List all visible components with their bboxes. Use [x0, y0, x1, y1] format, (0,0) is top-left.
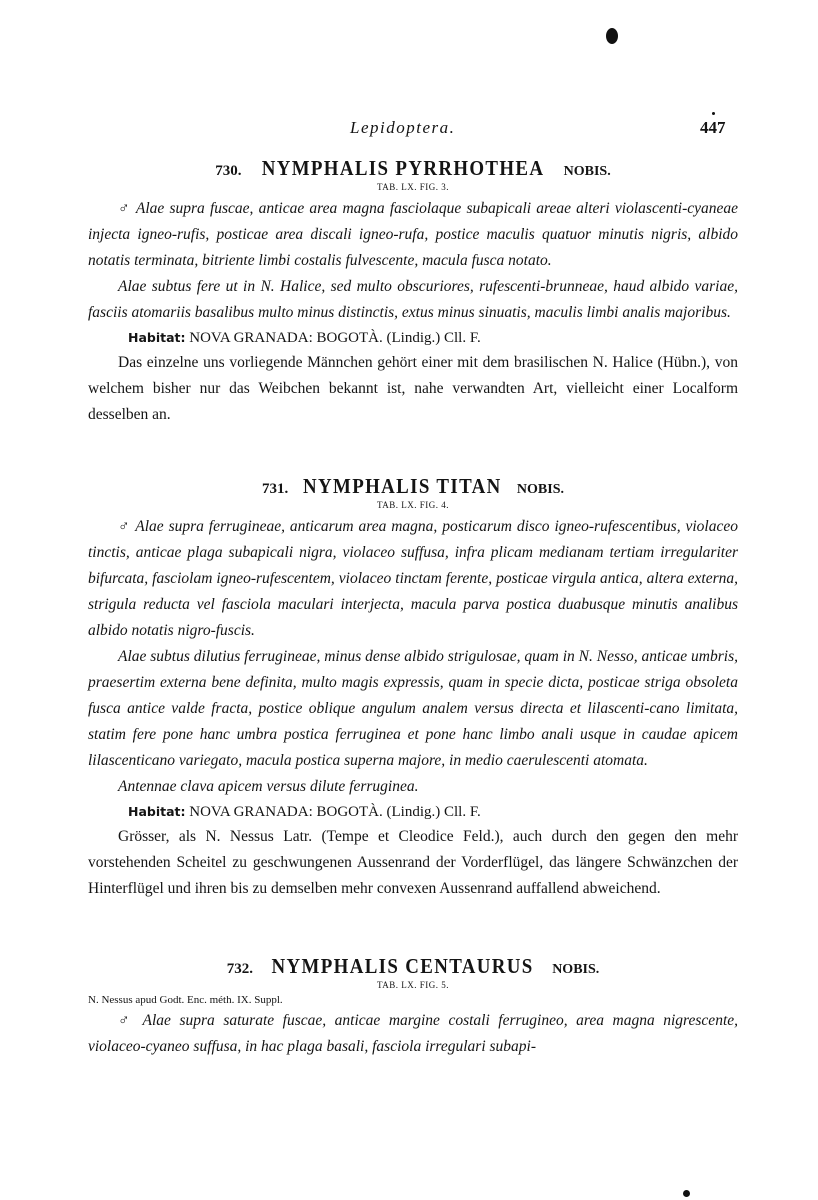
- german-remarks: Das einzelne uns vorliegende Männchen gehört einer mit dem brasilischen N. Halice (Hübn.), von welchem bisher nur das Weibchen bekannt ist, nahe verwandten Art, vielleicht einer Localform desselben an.: [88, 354, 738, 423]
- latin-description-under: Alae subtus fere ut in N. Halice, sed multo obscuriores, rufescenti-brunneae, haud albido variae, fasciis atomariis basalibus multo minus distinctis, extus minus sinuatis, maculis limbi analis majoribus.: [88, 278, 738, 321]
- latin-description-under: Alae subtus dilutius ferrugineae, minus dense albido strigulosae, quam in N. Nesso, anticae umbris, praesertim externa bene definita, multo magis expressis, quam in specie dicta, posticae striga obsoleta fusca antice valde fracta, postice oblique angulum analem versus directa et lilascenti-cano limitata, statim fere pone hanc umbra postica ferruginea et pone hanc limbo anali usque in caudae apicem lilascenticano variegato, macula postica superna majore, in medio caerulescenti atomata.: [88, 648, 738, 769]
- species-number: 730.: [215, 163, 242, 179]
- species-entry-730: [88, 156, 738, 428]
- habitat-label: Habitat:: [128, 804, 186, 819]
- species-heading: [88, 954, 738, 979]
- synonym-reference: N. Nessus apud Godt. Enc. méth. IX. Suppl.: [88, 994, 283, 1006]
- habitat-label: Habitat:: [128, 330, 186, 345]
- species-number: 731.: [262, 481, 289, 497]
- plate-reference: TAB. LX. FIG. 3.: [376, 182, 450, 192]
- running-title: Lepidoptera.: [350, 118, 456, 137]
- german-remarks: Grösser, als N. Nessus Latr. (Tempe et Cleodice Feld.), auch durch den gegen den mehr vorstehenden Scheitel zu geschwungenen Aussenrand der Vorderflügel, das längere Schwänzchen der Hinterflügel und ihren bis zu demselben mehr convexen Aussenrand auffallend abweichend.: [88, 828, 738, 897]
- species-heading: [88, 474, 738, 499]
- species-heading: [88, 156, 738, 181]
- habitat-line: [128, 326, 738, 350]
- latin-description-upper: ♂ Alae supra fuscae, anticae area magna fasciolaque subapicali areae alteri violascenti-cyaneae injecta igneo-rufis, posticae area discali igneo-rufa, postice maculis quatuor minutis nigris, albido notatis terminata, bitriente limbi costalis fulvescente, macula fusca notato.: [88, 200, 738, 269]
- species-author: NOBIS.: [516, 482, 564, 497]
- species-author: NOBIS.: [563, 164, 611, 179]
- plate-reference: TAB. LX. FIG. 4.: [376, 500, 450, 510]
- ink-speck-bottom: [683, 1190, 690, 1197]
- species-entry-732: [88, 954, 738, 1060]
- ink-speck-right: [712, 112, 715, 115]
- species-name: NYMPHALIS TITAN: [303, 474, 502, 498]
- plate-reference: TAB. LX. FIG. 5.: [376, 980, 450, 990]
- page-number: 447: [700, 118, 726, 137]
- species-name: NYMPHALIS PYRRHOTHEA: [261, 156, 544, 180]
- species-number: 732.: [226, 961, 253, 977]
- species-entry-731: [88, 474, 738, 902]
- species-author: NOBIS.: [552, 962, 600, 977]
- ink-blot-top: [606, 28, 618, 44]
- latin-description-upper: ♂ Alae supra ferrugineae, anticarum area magna, posticarum disco igneo-rufescentibus, violaceo tinctis, anticae plaga subapicali nigra, violaceo suffusa, infra plicam medianam tertiam irregulariter bifurcata, fasciolam igneo-rufescentem, violaceo tinctam ferente, posticae virgula antica, altera externa, strigula reducta vel fasciola maculari interjecta, macula parva postica duabusque minutis analibus albido notatis nigro-fuscis.: [88, 518, 738, 639]
- latin-description-antennae: Antennae clava apicem versus dilute ferruginea.: [118, 778, 419, 795]
- species-name: NYMPHALIS CENTAURUS: [271, 954, 534, 978]
- habitat-text: NOVA GRANADA: BOGOTÀ. (Lindig.) Cll. F.: [189, 330, 481, 346]
- habitat-text: NOVA GRANADA: BOGOTÀ. (Lindig.) Cll. F.: [189, 804, 481, 820]
- habitat-line: [128, 800, 738, 824]
- latin-description-upper: ♂ Alae supra saturate fuscae, anticae margine costali ferrugineo, area magna nigrescente, violaceo-cyaneo suffusa, in hac plaga basali, fasciola irregulari subapi-: [88, 1012, 738, 1055]
